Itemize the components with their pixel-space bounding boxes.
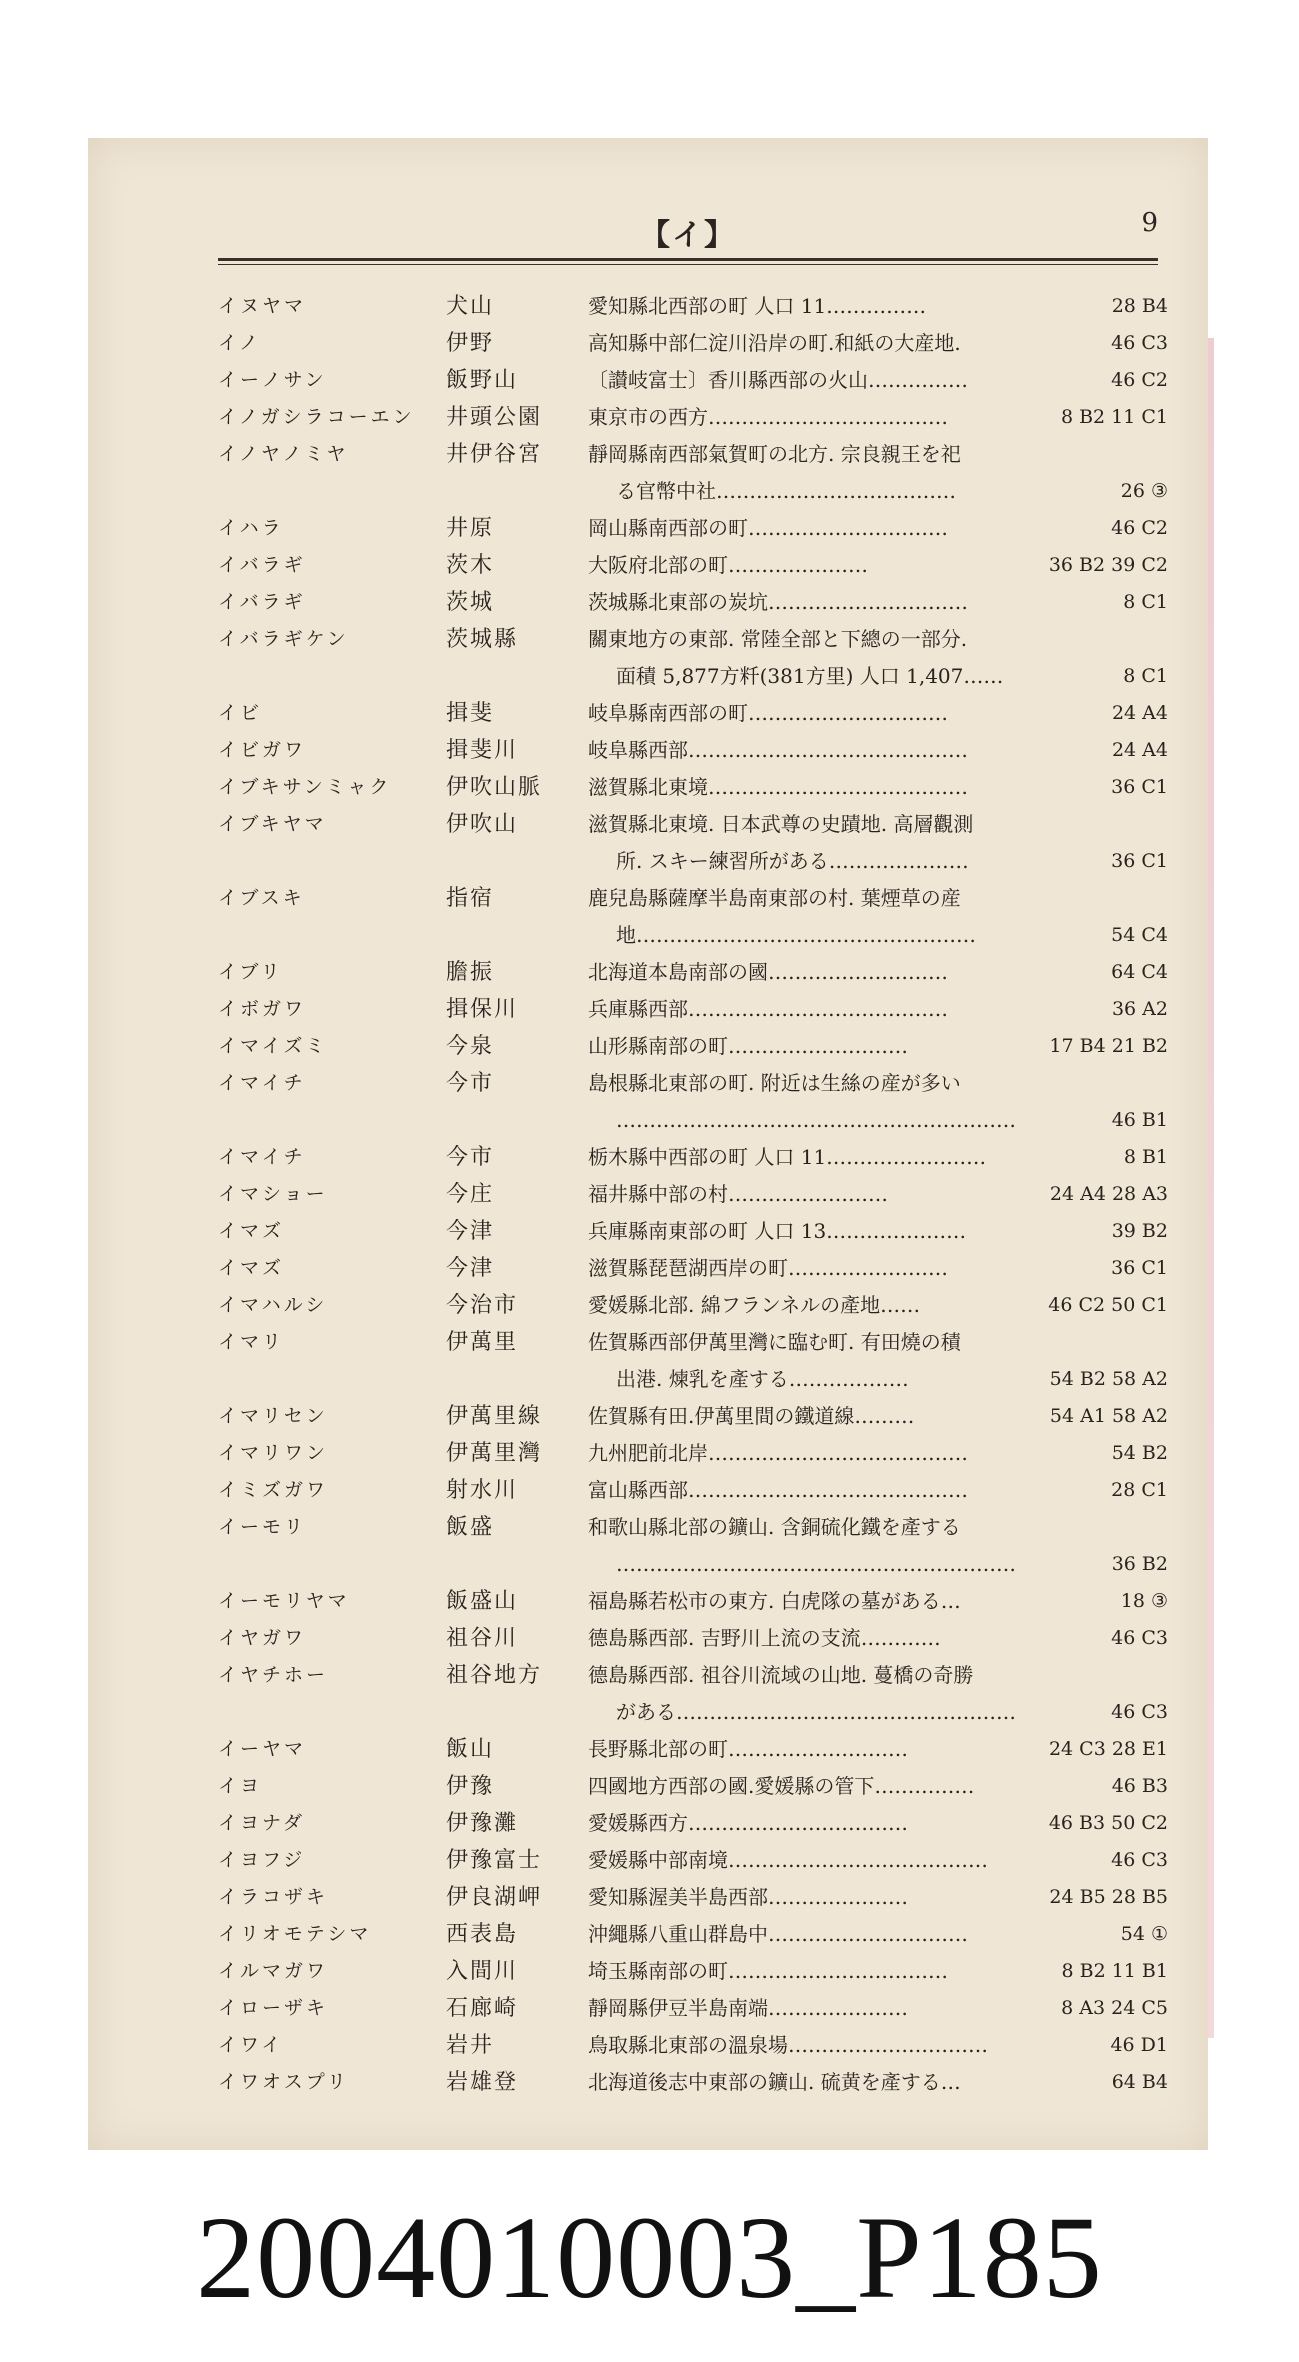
entry-description-line: 兵庫縣南東部の町 人口 13………………… xyxy=(588,1219,967,1243)
entry-description xyxy=(588,621,1163,695)
entry-map-reference: 24 C3 28 E1 xyxy=(1048,1738,1168,1760)
entry-map-reference: 46 B1 xyxy=(1111,1109,1168,1131)
entry-placename: 飯山 xyxy=(446,1737,495,1762)
entry-placename: 飯盛 xyxy=(446,1515,495,1540)
entry-map-reference: 24 A4 28 A3 xyxy=(1049,1183,1168,1205)
entry-description-line: 靜岡縣伊豆半島南端………………… xyxy=(588,1996,908,2020)
entry-row xyxy=(88,695,1208,732)
entry-reading: イマイチ xyxy=(218,1072,306,1094)
entry-row xyxy=(88,1065,1208,1139)
entry-placename: 入間川 xyxy=(446,1959,519,1984)
entry-reading: イブキサンミャク xyxy=(218,776,392,798)
entry-placename: 井伊谷宮 xyxy=(446,442,543,467)
gazetteer-entries xyxy=(88,288,1208,2101)
entry-row xyxy=(88,1287,1208,1324)
entry-description xyxy=(588,510,1163,547)
entry-placename: 伊豫灘 xyxy=(446,1811,519,1836)
entry-description-continuation: 所. スキー練習所がある………………… xyxy=(616,849,969,873)
entry-description xyxy=(588,1435,1163,1472)
entry-description-continuation: …………………………………………………… xyxy=(616,1108,1016,1132)
entry-row xyxy=(88,1472,1208,1509)
entry-placename: 祖谷川 xyxy=(446,1626,519,1651)
entry-map-reference: 54 ① xyxy=(1120,1923,1168,1945)
entry-map-reference: 8 A3 24 C5 xyxy=(1061,1997,1168,2019)
entry-description-line: 愛知縣北西部の町 人口 11…………… xyxy=(588,294,927,318)
entry-reading: イノ xyxy=(218,332,261,354)
entry-description-line: 長野縣北部の町……………………… xyxy=(588,1737,908,1761)
entry-row xyxy=(88,1879,1208,1916)
entry-reading: イマリ xyxy=(218,1331,285,1353)
entry-description xyxy=(588,584,1163,621)
entry-map-reference: 36 B2 39 C2 xyxy=(1048,554,1168,576)
entry-description xyxy=(588,325,1163,362)
entry-placename: 今津 xyxy=(446,1219,495,1244)
entry-map-reference: 36 A2 xyxy=(1111,998,1168,1020)
entry-row xyxy=(88,1805,1208,1842)
entry-reading: イラコザキ xyxy=(218,1886,329,1908)
entry-description-line: 滋賀縣琵琶湖西岸の町…………………… xyxy=(588,1256,948,1280)
entry-map-reference: 28 C1 xyxy=(1111,1479,1168,1501)
entry-placename: 西表島 xyxy=(446,1922,519,1947)
entry-row xyxy=(88,1250,1208,1287)
entry-description-line: 關東地方の東部. 常陸全部と下總の一部分. xyxy=(588,627,968,651)
entry-row xyxy=(88,1620,1208,1657)
entry-row xyxy=(88,510,1208,547)
entry-placename: 井頭公園 xyxy=(446,405,543,430)
entry-placename: 伊野 xyxy=(446,331,495,356)
entry-map-reference: 36 C1 xyxy=(1111,850,1168,872)
entry-map-reference: 18 ③ xyxy=(1120,1590,1168,1612)
entry-description-line: 岡山縣南西部の町………………………… xyxy=(588,516,948,540)
entry-placename: 伊吹山 xyxy=(446,812,519,837)
entry-row xyxy=(88,1916,1208,1953)
entry-row xyxy=(88,362,1208,399)
entry-placename: 岩井 xyxy=(446,2033,495,2058)
entry-placename: 飯盛山 xyxy=(446,1589,519,1614)
entry-row xyxy=(88,399,1208,436)
entry-reading: イーモリヤマ xyxy=(218,1590,350,1612)
entry-description xyxy=(588,806,1163,880)
entry-placename: 今庄 xyxy=(446,1182,495,1207)
entry-description xyxy=(588,1620,1163,1657)
entry-reading: イヨフジ xyxy=(218,1849,306,1871)
entry-placename: 祖谷地方 xyxy=(446,1663,543,1688)
entry-description-line: 大阪府北部の町………………… xyxy=(588,553,868,577)
entry-description xyxy=(588,1065,1163,1139)
entry-map-reference: 39 B2 xyxy=(1111,1220,1168,1242)
entry-placename: 伊萬里灣 xyxy=(446,1441,543,1466)
entry-reading: イブリ xyxy=(218,961,283,983)
entry-placename: 今津 xyxy=(446,1256,495,1281)
entry-reading: イビ xyxy=(218,702,263,724)
entry-description xyxy=(588,288,1163,325)
entry-row xyxy=(88,1213,1208,1250)
entry-description xyxy=(588,1472,1163,1509)
entry-description-line: 高知縣中部仁淀川沿岸の町.和紙の大産地. xyxy=(588,331,961,355)
entry-reading: イブキヤマ xyxy=(218,813,327,835)
entry-description-line: 佐賀縣有田.伊萬里間の鐵道線……… xyxy=(588,1404,915,1428)
book-page xyxy=(88,138,1208,2150)
entry-row xyxy=(88,1842,1208,1879)
entry-reading: イマリセン xyxy=(218,1405,328,1427)
entry-description-line: 靜岡縣南西部氣賀町の北方. 宗良親王を祀 xyxy=(588,442,961,466)
entry-row xyxy=(88,1398,1208,1435)
entry-row xyxy=(88,2027,1208,2064)
entry-placename: 飯野山 xyxy=(446,368,519,393)
entry-description-line: 福井縣中部の村…………………… xyxy=(588,1182,888,1206)
entry-reading: イマショー xyxy=(218,1183,328,1205)
entry-description xyxy=(588,1657,1163,1731)
entry-placename: 石廊崎 xyxy=(446,1996,519,2021)
entry-placename: 揖保川 xyxy=(446,997,519,1022)
entry-map-reference: 46 C2 50 C1 xyxy=(1048,1294,1168,1316)
entry-map-reference: 36 C1 xyxy=(1111,1257,1168,1279)
entry-description xyxy=(588,2064,1163,2101)
entry-map-reference: 46 C3 xyxy=(1111,1627,1168,1649)
entry-row xyxy=(88,621,1208,695)
entry-map-reference: 46 C3 xyxy=(1111,1849,1168,1871)
entry-description-line: 德島縣西部. 祖谷川流域の山地. 蔓橋の奇勝 xyxy=(588,1663,974,1687)
entry-placename: 指宿 xyxy=(446,886,495,911)
entry-reading: イハラ xyxy=(218,517,284,539)
entry-placename: 伊豫 xyxy=(446,1774,495,1799)
entry-description-continuation: 面積 5,877方粁(381方里) 人口 1,407…… xyxy=(616,664,1004,688)
entry-row xyxy=(88,991,1208,1028)
entry-row xyxy=(88,1583,1208,1620)
entry-reading: イマズ xyxy=(218,1257,285,1279)
entry-map-reference: 46 D1 xyxy=(1110,2034,1168,2056)
entry-row xyxy=(88,1657,1208,1731)
entry-description-line: 佐賀縣西部伊萬里灣に臨む町. 有田燒の積 xyxy=(588,1330,961,1354)
entry-reading: イミズガワ xyxy=(218,1479,329,1501)
entry-description-continuation: る官幣中社……………………………… xyxy=(616,479,956,503)
entry-description-line: 富山縣西部…………………………………… xyxy=(588,1478,968,1502)
entry-description-line: 滋賀縣北東境. 日本武尊の史蹟地. 高層觀測 xyxy=(588,812,974,836)
entry-row xyxy=(88,1731,1208,1768)
entry-description-line: 和歌山縣北部の鑛山. 含銅硫化鐵を產する xyxy=(588,1515,961,1539)
entry-map-reference: 54 B2 58 A2 xyxy=(1049,1368,1168,1390)
entry-map-reference: 24 A4 xyxy=(1111,702,1168,724)
entry-row xyxy=(88,1435,1208,1472)
entry-placename: 今治市 xyxy=(446,1293,519,1318)
entry-map-reference: 8 C1 xyxy=(1123,591,1168,613)
page-header xyxy=(218,208,1158,258)
entry-description-line: 鹿兒島縣薩摩半島南東部の村. 葉煙草の産 xyxy=(588,886,961,910)
entry-reading: イワイ xyxy=(218,2034,284,2056)
entry-reading: イルマガワ xyxy=(218,1960,329,1982)
entry-description-line: 滋賀縣北東境………………………………… xyxy=(588,775,968,799)
entry-description-line: 北海道後志中東部の鑛山. 硫黄を產する… xyxy=(588,2070,961,2094)
entry-row xyxy=(88,436,1208,510)
entry-placename: 茨城縣 xyxy=(446,627,519,652)
entry-description-line: 〔讃岐富士〕香川縣西部の火山…………… xyxy=(588,368,968,392)
entry-description-line: 愛知縣渥美半島西部………………… xyxy=(588,1885,908,1909)
entry-description xyxy=(588,732,1163,769)
entry-description-line: 沖繩縣八重山群島中………………………… xyxy=(588,1922,968,1946)
entry-map-reference: 46 C2 xyxy=(1111,517,1168,539)
entry-row xyxy=(88,1324,1208,1398)
entry-description xyxy=(588,769,1163,806)
entry-reading: イローザキ xyxy=(218,1997,329,2019)
entry-description xyxy=(588,1916,1163,1953)
entry-description-continuation: …………………………………………………… xyxy=(616,1552,1016,1576)
entry-placename: 伊萬里線 xyxy=(446,1404,543,1429)
entry-row xyxy=(88,547,1208,584)
entry-reading: イノヤノミヤ xyxy=(218,443,349,465)
entry-reading: イーヤマ xyxy=(218,1738,307,1760)
entry-description-line: 埼玉縣南部の町…………………………… xyxy=(588,1959,948,1983)
entry-row xyxy=(88,584,1208,621)
entry-placename: 伊吹山脈 xyxy=(446,775,543,800)
entry-reading: イーモリ xyxy=(218,1516,307,1538)
entry-reading: イボガワ xyxy=(218,998,307,1020)
entry-reading: イブスキ xyxy=(218,887,305,909)
entry-reading: イーノサン xyxy=(218,369,327,391)
entry-row xyxy=(88,1176,1208,1213)
entry-map-reference: 8 B2 11 C1 xyxy=(1060,406,1168,428)
entry-map-reference: 24 A4 xyxy=(1111,739,1168,761)
entry-row xyxy=(88,1768,1208,1805)
entry-description xyxy=(588,1250,1163,1287)
entry-row xyxy=(88,288,1208,325)
entry-description-line: 九州肥前北岸………………………………… xyxy=(588,1441,968,1465)
entry-map-reference: 17 B4 21 B2 xyxy=(1049,1035,1168,1057)
entry-description-line: 德島縣西部. 吉野川上流の支流………… xyxy=(588,1626,941,1650)
entry-description-line: 北海道本島南部の國……………………… xyxy=(588,960,948,984)
entry-map-reference: 64 C4 xyxy=(1111,961,1168,983)
entry-placename: 岩雄登 xyxy=(446,2070,519,2095)
entry-description-line: 愛媛縣西方…………………………… xyxy=(588,1811,908,1835)
entry-placename: 井原 xyxy=(446,516,495,541)
entry-description-line: 山形縣南部の町……………………… xyxy=(588,1034,908,1058)
entry-map-reference: 24 B5 28 B5 xyxy=(1049,1886,1168,1908)
section-title: 【イ】 xyxy=(640,218,736,253)
entry-map-reference: 54 A1 58 A2 xyxy=(1049,1405,1168,1427)
entry-row xyxy=(88,769,1208,806)
entry-reading: イマイズミ xyxy=(218,1035,328,1057)
entry-description xyxy=(588,991,1163,1028)
entry-placename: 今市 xyxy=(446,1145,495,1170)
entry-reading: イビガワ xyxy=(218,739,307,761)
entry-map-reference: 64 B4 xyxy=(1111,2071,1168,2093)
entry-reading: イバラギ xyxy=(218,591,306,613)
entry-row xyxy=(88,880,1208,954)
header-rule-thick xyxy=(218,258,1158,261)
entry-description xyxy=(588,1139,1163,1176)
entry-reading: イマイチ xyxy=(218,1146,306,1168)
entry-description xyxy=(588,436,1163,510)
entry-reading: イヌヤマ xyxy=(218,295,307,317)
entry-reading: イヤガワ xyxy=(218,1627,307,1649)
entry-description-continuation: 地…………………………………………… xyxy=(616,923,976,947)
entry-map-reference: 54 C4 xyxy=(1111,924,1168,946)
entry-map-reference: 36 B2 xyxy=(1111,1553,1168,1575)
entry-reading: イノガシラコーエン xyxy=(218,406,415,428)
entry-row xyxy=(88,732,1208,769)
entry-description xyxy=(588,1509,1163,1583)
entry-reading: イマズ xyxy=(218,1220,285,1242)
entry-row xyxy=(88,954,1208,991)
entry-description xyxy=(588,954,1163,991)
entry-description xyxy=(588,1842,1163,1879)
entry-row xyxy=(88,2064,1208,2101)
entry-placename: 今市 xyxy=(446,1071,495,1096)
entry-map-reference: 8 B1 xyxy=(1123,1146,1168,1168)
entry-description-line: 兵庫縣西部………………………………… xyxy=(588,997,948,1021)
entry-row xyxy=(88,1139,1208,1176)
entry-description xyxy=(588,1583,1163,1620)
entry-row xyxy=(88,1990,1208,2027)
entry-placename: 伊良湖岬 xyxy=(446,1885,543,1910)
entry-reading: イマリワン xyxy=(218,1442,329,1464)
entry-description-line: 愛媛縣北部. 綿フランネルの產地…… xyxy=(588,1293,921,1317)
entry-description xyxy=(588,2027,1163,2064)
entry-placename: 揖斐 xyxy=(446,701,495,726)
entry-description-line: 四國地方西部の國.愛媛縣の管下…………… xyxy=(588,1774,975,1798)
entry-description-line: 岐阜縣南西部の町………………………… xyxy=(588,701,948,725)
entry-placename: 伊豫富士 xyxy=(446,1848,543,1873)
page-edge-strip xyxy=(1208,338,1214,2038)
entry-description-line: 栃木縣中西部の町 人口 11…………………… xyxy=(588,1145,987,1169)
entry-map-reference: 8 C1 xyxy=(1123,665,1168,687)
entry-description xyxy=(588,1213,1163,1250)
entry-placename: 今泉 xyxy=(446,1034,495,1059)
entry-reading: イマハルシ xyxy=(218,1294,328,1316)
entry-placename: 射水川 xyxy=(446,1478,519,1503)
entry-description xyxy=(588,1768,1163,1805)
entry-placename: 膽振 xyxy=(446,960,495,985)
entry-description-line: 東京市の西方……………………………… xyxy=(588,405,948,429)
entry-placename: 揖斐川 xyxy=(446,738,519,763)
entry-placename: 茨木 xyxy=(446,553,495,578)
entry-description xyxy=(588,695,1163,732)
entry-map-reference: 46 C3 xyxy=(1111,332,1168,354)
entry-description xyxy=(588,880,1163,954)
entry-map-reference: 26 ③ xyxy=(1120,480,1168,502)
entry-row xyxy=(88,1509,1208,1583)
entry-reading: イワオスプリ xyxy=(218,2071,350,2093)
entry-row xyxy=(88,1953,1208,1990)
entry-row xyxy=(88,325,1208,362)
entry-description xyxy=(588,362,1163,399)
header-rule-thin xyxy=(218,264,1158,265)
entry-placename: 犬山 xyxy=(446,294,495,319)
entry-description-line: 愛媛縣中部南境………………………………… xyxy=(588,1848,988,1872)
entry-placename: 伊萬里 xyxy=(446,1330,519,1355)
entry-map-reference: 46 C3 xyxy=(1111,1701,1168,1723)
entry-description-continuation: がある…………………………………………… xyxy=(616,1700,1016,1724)
entry-placename: 茨城 xyxy=(446,590,495,615)
entry-reading: イリオモテシマ xyxy=(218,1923,372,1945)
entry-description-line: 福島縣若松市の東方. 白虎隊の墓がある… xyxy=(588,1589,961,1613)
entry-map-reference: 28 B4 xyxy=(1111,295,1168,317)
entry-reading: イヨナダ xyxy=(218,1812,306,1834)
entry-map-reference: 46 B3 50 C2 xyxy=(1048,1812,1168,1834)
entry-description-line: 島根縣北東部の町. 附近は生絲の産が多い xyxy=(588,1071,961,1095)
entry-reading: イヨ xyxy=(218,1775,263,1797)
entry-reading: イバラギ xyxy=(218,554,306,576)
entry-row xyxy=(88,1028,1208,1065)
entry-map-reference: 36 C1 xyxy=(1111,776,1168,798)
entry-description-line: 岐阜縣西部…………………………………… xyxy=(588,738,968,762)
page-number: 9 xyxy=(1141,208,1158,238)
entry-map-reference: 46 B3 xyxy=(1111,1775,1168,1797)
entry-description-continuation: 出港. 煉乳を產する……………… xyxy=(616,1367,909,1391)
entry-reading: イヤチホー xyxy=(218,1664,329,1686)
entry-description-line: 鳥取縣北東部の溫泉場………………………… xyxy=(588,2033,988,2057)
entry-map-reference: 54 B2 xyxy=(1111,1442,1168,1464)
catalog-number: 2004010003_P185 xyxy=(196,2192,1103,2323)
entry-description-line: 茨城縣北東部の炭坑………………………… xyxy=(588,590,968,614)
entry-map-reference: 8 B2 11 B1 xyxy=(1061,1960,1168,1982)
entry-row xyxy=(88,806,1208,880)
entry-reading: イバラギケン xyxy=(218,628,349,650)
entry-map-reference: 46 C2 xyxy=(1111,369,1168,391)
